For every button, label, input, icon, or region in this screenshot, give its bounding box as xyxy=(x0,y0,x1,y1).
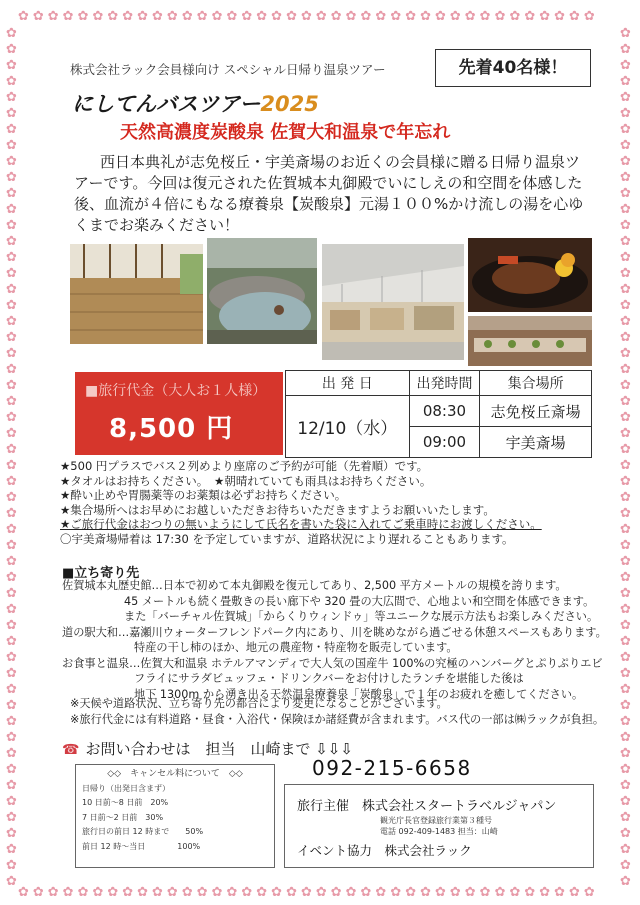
schedule-header-row xyxy=(286,371,592,396)
castle-hall-photo xyxy=(70,244,203,344)
cancellation-row: 7 日前～2 日前 30% xyxy=(82,812,164,822)
buffet-photo xyxy=(468,316,592,366)
contact-phone-number: 092-215-6658 xyxy=(312,756,472,780)
onsen-bath-photo xyxy=(207,238,317,344)
photo-strip xyxy=(70,238,592,366)
telephone-icon: ☎ xyxy=(62,742,80,758)
stops-heading: ■立ち寄り先 xyxy=(62,566,140,581)
intro-text: 西日本典礼が志免桜丘・宇美斎場のお近くの会員様に贈る日帰り温泉ツアーです。今回は復元された佐賀城本丸御殿でいにしえの和空間を体感した後、血流が４倍にもなる療養泉【炭酸泉】元湯１００%かけ流しの湯を心ゆくまでお楽みください！ xyxy=(74,153,584,234)
flower-border-right: ✿✿✿✿✿✿✿✿✿✿✿✿✿✿✿✿✿✿✿✿✿✿✿✿✿✿✿✿✿✿✿✿✿✿✿✿✿✿✿✿✿✿✿✿✿✿✿✿✿✿✿✿✿✿ xyxy=(620,26,631,886)
stop-line: フライにサラダビュッフェ・ドリンクバーをお付けしたランチを堪能した後は xyxy=(134,672,524,685)
departure-time: 09:00 xyxy=(409,427,480,458)
organizer-registration: 観光庁長官登録旅行業第３種号 xyxy=(380,816,492,825)
stop-line: お食事と温泉…佐賀大和温泉 ホテルアマンディで大人気の国産牛 100%の究極のハンバーグとぷりぷりエビ xyxy=(62,656,603,670)
cancellation-box xyxy=(75,764,275,868)
intro-paragraph xyxy=(74,152,584,236)
cancellation-title: ◇◇ キャンセル料について ◇◇ xyxy=(107,769,243,779)
stop-line: また「バーチャル佐賀城」「からくりウィンドゥ」等ユニークな展示方法もお楽しみください。 xyxy=(124,610,599,623)
stop-line: 地下 1300m から湧き出る天然温泉療養泉「炭酸泉」で１年のお疲れを癒してください。 xyxy=(134,687,584,701)
stop-line: 45 メートルも続く畳敷きの長い廊下や 320 畳の大広間で、心地よい和空間を体感できます。 xyxy=(124,594,595,608)
footnotes xyxy=(70,696,630,728)
cancellation-row: 日帰り（出発日含まず） xyxy=(82,783,170,793)
organizer-details xyxy=(380,815,498,837)
organizer-main: 旅行主催 株式会社スタートラベルジャパン xyxy=(297,799,557,814)
note-item: ★酔い止めや胃腸薬等のお薬類は必ずお持ちください。 xyxy=(60,488,347,502)
flower-border-bottom: ✿✿✿✿✿✿✿✿✿✿✿✿✿✿✿✿✿✿✿✿✿✿✿✿✿✿✿✿✿✿✿✿✿✿✿✿✿✿✿ xyxy=(18,886,599,900)
notes-list xyxy=(60,459,620,546)
contact-text: お問い合わせは 担当 山崎まで ⇩⇩⇩ xyxy=(85,740,353,758)
table-row xyxy=(286,396,592,427)
organizer-phone: 電話 092-409-1483 担当：山崎 xyxy=(380,827,498,836)
hamburg-steak-photo xyxy=(468,238,592,312)
stops-list xyxy=(62,578,622,702)
note-item: 〇宇美斎場帰着は 17:30 を予定していますが、道路状況により遅れることもあります。 xyxy=(60,531,514,546)
header-line: 株式会社ラック会員様向け スペシャル日帰り温泉ツアー xyxy=(70,62,386,77)
first-come-badge: 先着40名様！ xyxy=(435,49,591,87)
header-departure-time: 出発時間 xyxy=(409,371,480,396)
michi-no-eki-photo xyxy=(322,244,464,360)
meeting-place: 宇美斎場 xyxy=(480,427,592,458)
contact-line xyxy=(62,738,353,759)
cancellation-row: 旅行日の前日 12 時まで 50% xyxy=(82,827,204,836)
footnote-item: ※旅行代金には有料道路・昼食・入浴代・保険ほか諸経費が含まれます。バス代の一部は㈱ラックが負担。 xyxy=(70,713,605,726)
event-cooperation: イベント協力 株式会社ラック xyxy=(297,843,472,858)
flower-border-top: ✿✿✿✿✿✿✿✿✿✿✿✿✿✿✿✿✿✿✿✿✿✿✿✿✿✿✿✿✿✿✿✿✿✿✿✿✿✿✿ xyxy=(18,10,599,24)
departure-time: 08:30 xyxy=(409,396,480,427)
stop-line: 佐賀城本丸歴史館…日本で初めて本丸御殿を復元してあり、2,500 平方メートルの規模を誇ります。 xyxy=(62,579,567,592)
tour-title xyxy=(72,88,319,118)
cancellation-row: 前日 12 時～当日 100% xyxy=(82,841,201,851)
note-item: ★タオルはお持ちください。 ★朝晴れていても雨具はお持ちください。 xyxy=(60,473,432,488)
meeting-place: 志免桜丘斎場 xyxy=(480,396,592,427)
price-box xyxy=(75,372,283,455)
cancellation-row: 10 日前～8 日前 20% xyxy=(82,798,169,807)
flower-border-left: ✿✿✿✿✿✿✿✿✿✿✿✿✿✿✿✿✿✿✿✿✿✿✿✿✿✿✿✿✿✿✿✿✿✿✿✿✿✿✿✿✿✿✿✿✿✿✿✿✿✿✿✿✿✿ xyxy=(6,26,17,886)
price-value: 8,500 円 xyxy=(109,414,234,444)
tour-title-text: にしてんバスツアー xyxy=(72,92,261,116)
organizer-box xyxy=(284,784,594,868)
header-departure-date: 出 発 日 xyxy=(286,371,410,396)
header-meeting-place: 集合場所 xyxy=(480,371,592,396)
footnote-item: ※天候や道路状況、立ち寄り先の都合により変更になることがございます。 xyxy=(70,697,448,710)
note-item: ★ご旅行代金はおつりの無いようにして氏名を書いた袋に入れてご乗車時にお渡しください。 xyxy=(60,517,542,531)
schedule-table xyxy=(285,370,592,458)
note-item: ★500 円プラスでバス２列めより座席のご予約が可能（先着順）です。 xyxy=(60,459,429,473)
price-label: ■旅行代金（大人お１人様） xyxy=(85,383,267,399)
note-item: ★集合場所へはお早めにお越しいただきお待ちいただきますようお願いいたします。 xyxy=(60,502,495,517)
stop-line: 特産の干し柿のほか、地元の農産物・特産物を販売しています。 xyxy=(134,641,458,654)
tour-subtitle: 天然高濃度炭酸泉 佐賀大和温泉で年忘れ xyxy=(120,122,451,143)
stop-line: 道の駅大和…嘉瀬川ウォーターフレンドパーク内にあり、川を眺めながら過ごせる休憩スペースもあります。 xyxy=(62,625,607,639)
departure-date: 12/10（水） xyxy=(286,396,410,458)
tour-year: 2025 xyxy=(260,92,319,116)
